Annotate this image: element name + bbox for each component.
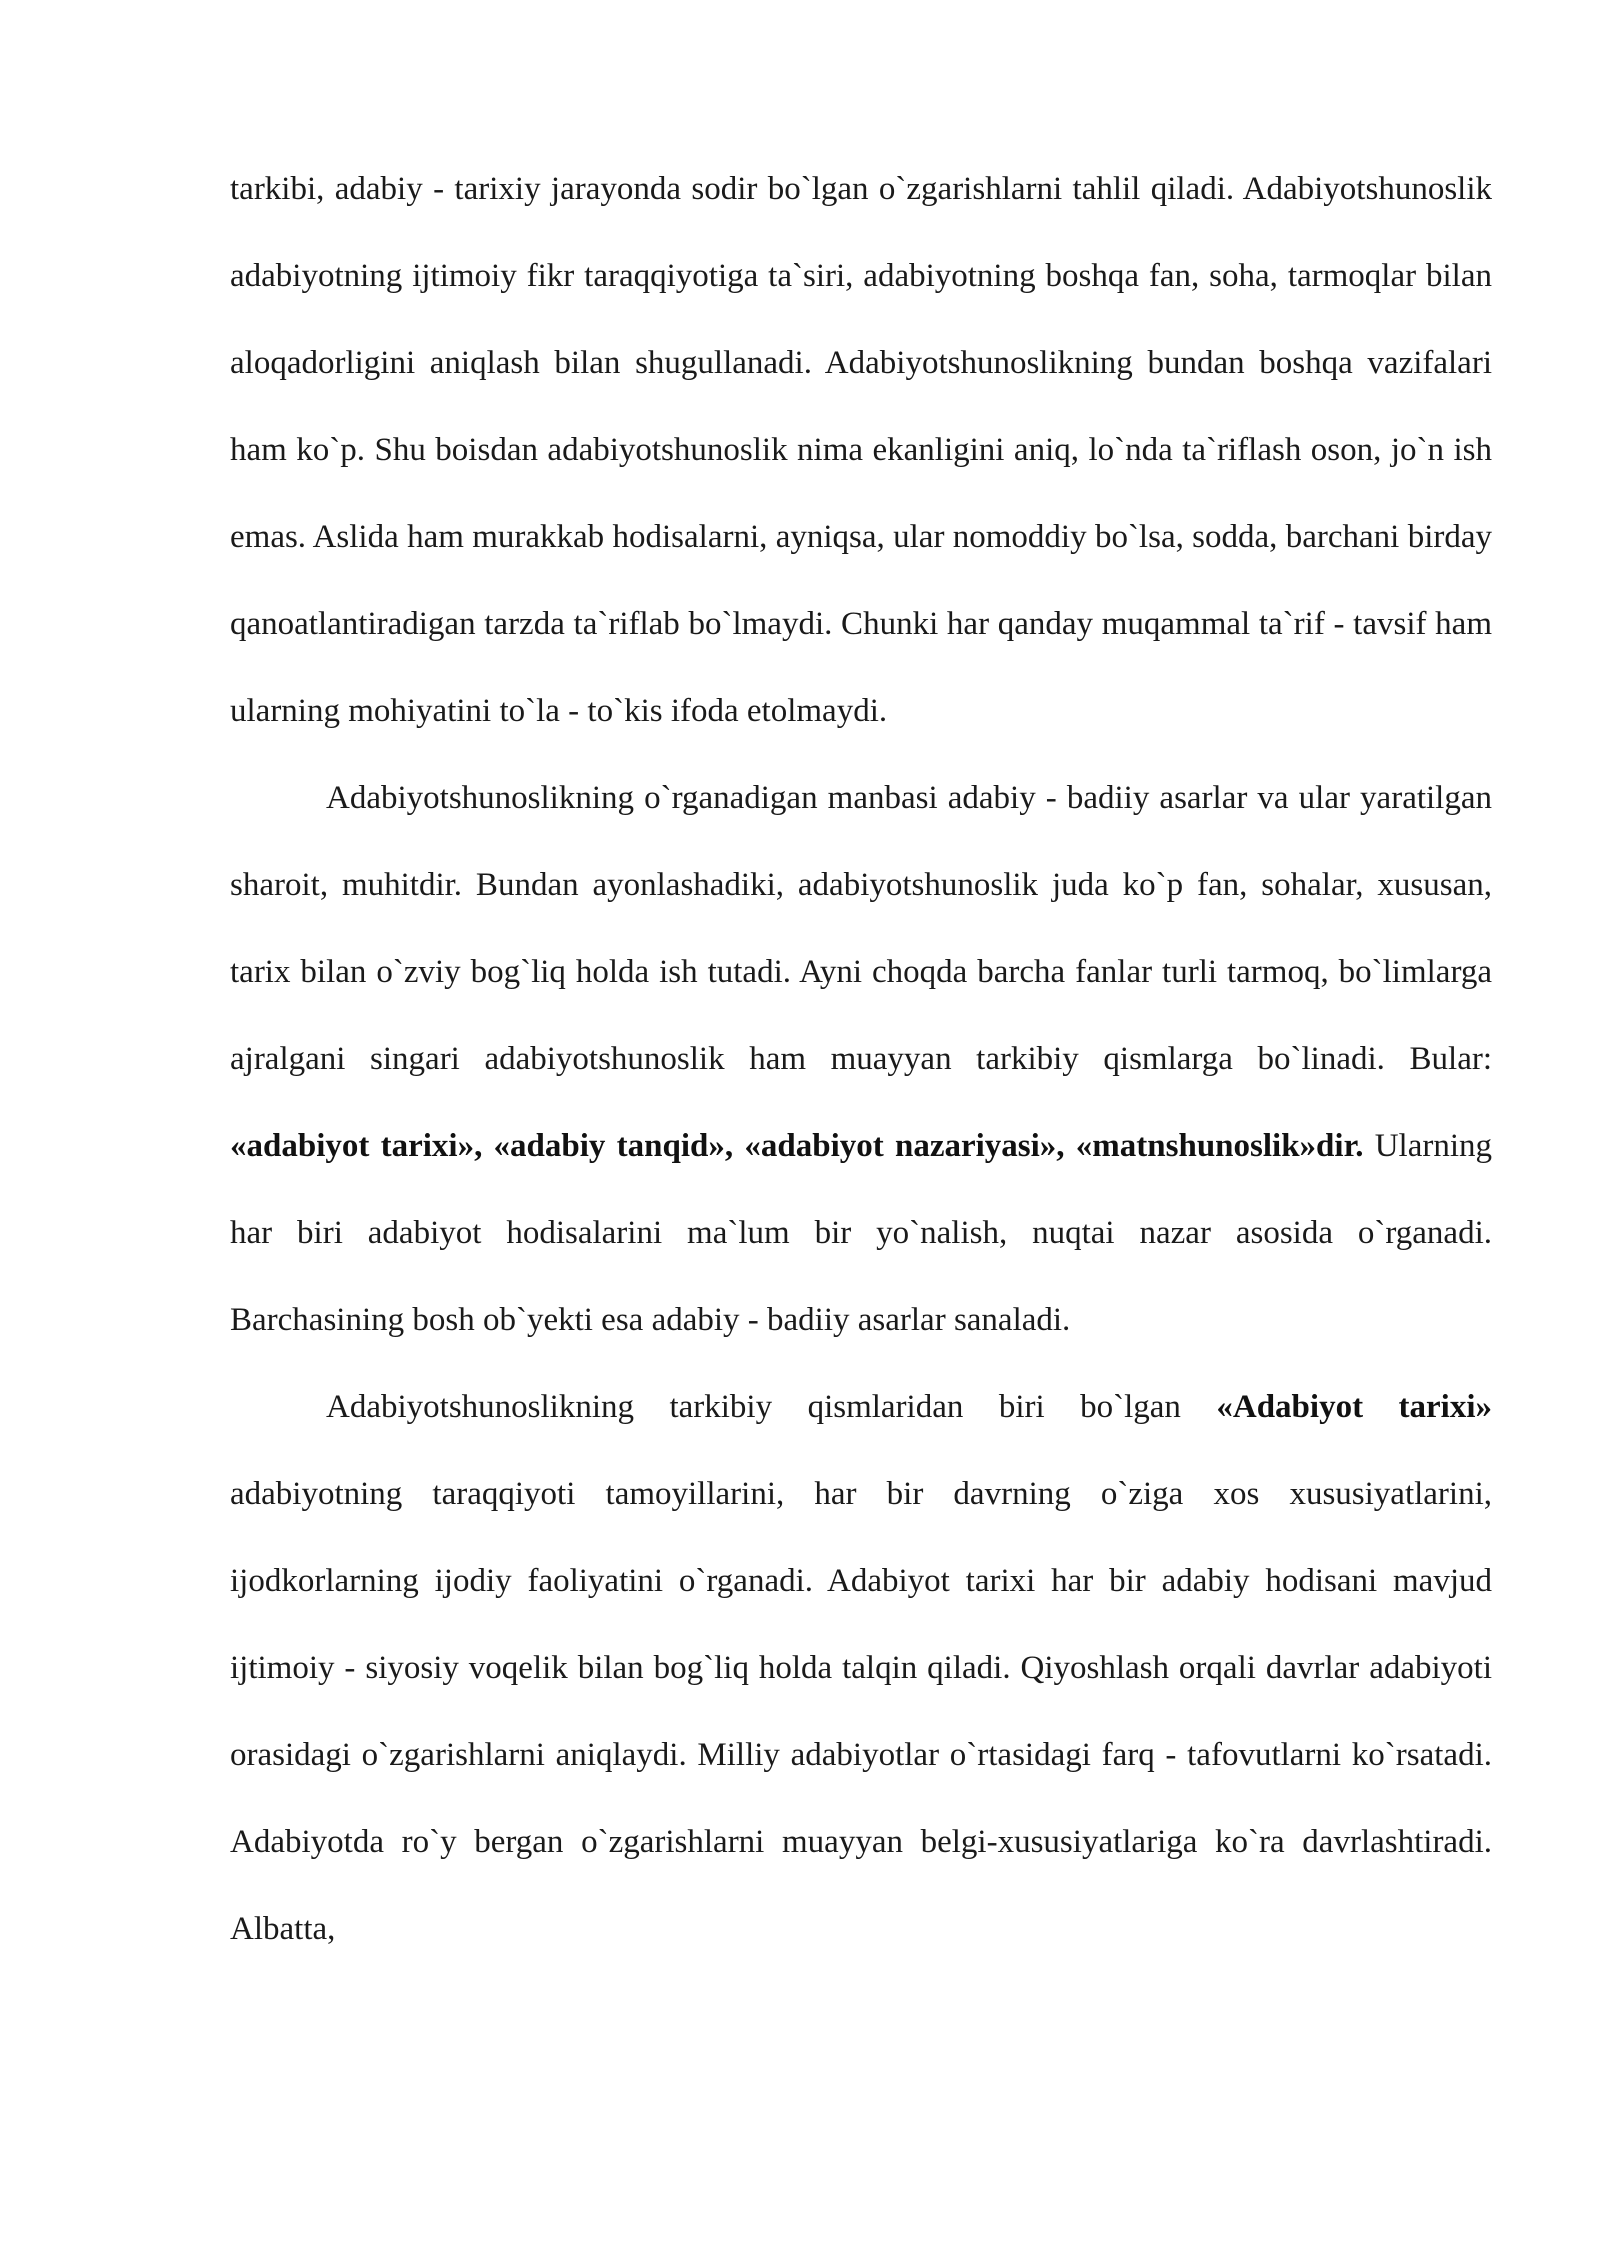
document-page — [230, 146, 1492, 1973]
bold-term-list: «adabiyot tarixi», «adabiy tanqid», «adabiyot nazariyasi», «matnshunoslik»dir. — [230, 1128, 1364, 1164]
text-run: tarkibi, adabiy - tarixiy jarayonda sodir bo`lgan o`zgarishlarni tahlil qiladi. Adabiyotshunoslik adabiyotning ijtimoiy fikr taraqqiyotiga ta`siri, adabiyotning boshqa fan, soha, tarmoqlar bilan aloqadorligini aniqlash bilan shugullanadi. Adabiyotshunoslikning bundan boshqa vazifalari ham ko`p. Shu boisdan adabiyotshunoslik nima ekanligini aniq, lo`nda ta`riflash oson, jo`n ish emas. Aslida ham murakkab hodisalarni, ayniqsa, ular nomoddiy bo`lsa, sodda, barchani birday qanoatlantiradigan tarzda ta`riflab bo`lmaydi. Chunki har qanday muqammal ta`rif - tavsif ham ularning mohiyatini to`la - to`kis ifoda etolmaydi. — [230, 171, 1492, 729]
paragraph-3 — [230, 1364, 1492, 1973]
bold-term-adabiyot-tarixi: «Adabiyot tarixi» — [1216, 1389, 1493, 1425]
text-run: Ularning har biri adabiyot hodisalarini ma`lum bir yo`nalish, nuqtai nazar asosida o`rganadi. Barchasining bosh ob`yekti esa adabiy - badiiy asarlar sanaladi. — [230, 1128, 1492, 1338]
text-run: Adabiyotshunoslikning tarkibiy qismlaridan biri bo`lgan — [326, 1389, 1217, 1425]
paragraph-2 — [230, 755, 1492, 1364]
paragraph-1 — [230, 146, 1492, 755]
text-run: Adabiyotshunoslikning o`rganadigan manbasi adabiy - badiiy asarlar va ular yaratilgan sharoit, muhitdir. Bundan ayonlashadiki, adabiyotshunoslik juda ko`p fan, sohalar, xususan, tarix bilan o`zviy bog`liq holda ish tutadi. Ayni choqda barcha fanlar turli tarmoq, bo`limlarga ajralgani singari adabiyotshunoslik ham muayyan tarkibiy qismlarga bo`linadi. Bular: — [230, 780, 1492, 1077]
text-run: adabiyotning taraqqiyoti tamoyillarini, har bir davrning o`ziga xos xususiyatlarini, ijodkorlarning ijodiy faoliyatini o`rganadi. Adabiyot tarixi har bir adabiy hodisani mavjud ijtimoiy - siyosiy voqelik bilan bog`liq holda talqin qiladi. Qiyoshlash orqali davrlar adabiyoti orasidagi o`zgarishlarni aniqlaydi. Milliy adabiyotlar o`rtasidagi farq - tafovutlarni ko`rsatadi. Adabiyotda ro`y bergan o`zgarishlarni muayyan belgi-xususiyatlariga ko`ra davrlashtiradi. Albatta, — [230, 1476, 1492, 1947]
